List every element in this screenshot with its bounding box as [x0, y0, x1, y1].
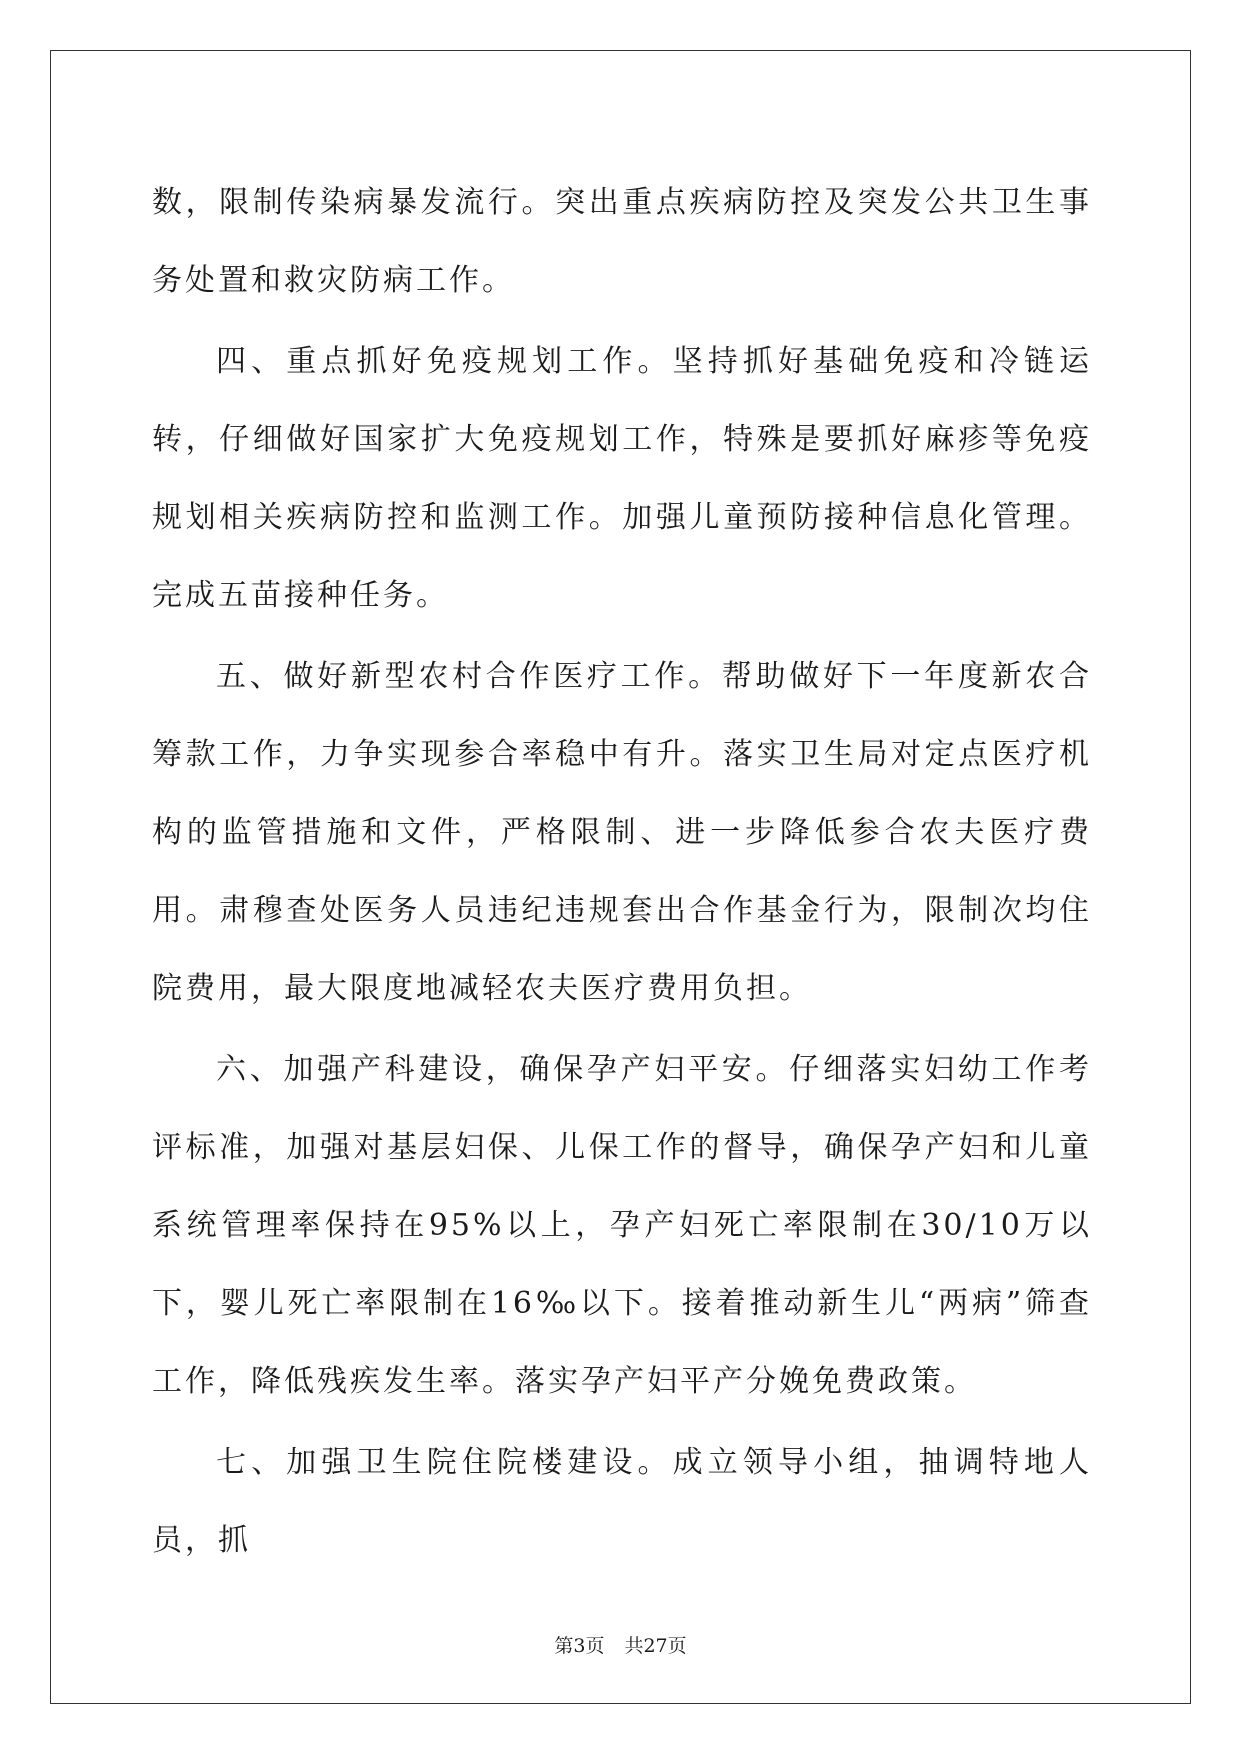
page-footer: [0, 1634, 1241, 1658]
document-body: [152, 164, 1092, 1583]
page-total: 共27页: [624, 1635, 687, 1657]
paragraph-item-5: 五、做好新型农村合作医疗工作。帮助做好下一年度新农合筹款工作，力争实现参合率稳中有升。落实卫生局对定点医疗机构的监管措施和文件，严格限制、进一步降低参合农夫医疗费用。肃穆查处医务人员违纪违规套出合作基金行为，限制次均住院费用，最大限度地减轻农夫医疗费用负担。: [152, 659, 1092, 1006]
page-number: 第3页: [554, 1635, 605, 1657]
paragraph-item-4: 四、重点抓好免疫规划工作。坚持抓好基础免疫和冷链运转，仔细做好国家扩大免疫规划工作，特殊是要抓好麻疹等免疫规划相关疾病防控和监测工作。加强儿童预防接种信息化管理。完成五苗接种任务。: [152, 344, 1092, 613]
paragraph-continuation: 数，限制传染病暴发流行。突出重点疾病防控及突发公共卫生事务处置和救灾防病工作。: [152, 185, 1092, 298]
paragraph-item-6: 六、加强产科建设，确保孕产妇平安。仔细落实妇幼工作考评标准，加强对基层妇保、儿保工作的督导，确保孕产妇和儿童系统管理率保持在95%以上，孕产妇死亡率限制在30/10万以下，婴儿死亡率限制在16‰以下。接着推动新生儿“两病”筛查工作，降低残疾发生率。落实孕产妇平产分娩免费政策。: [152, 1052, 1092, 1399]
paragraph-item-7: 七、加强卫生院住院楼建设。成立领导小组，抽调特地人员，抓: [152, 1445, 1092, 1558]
